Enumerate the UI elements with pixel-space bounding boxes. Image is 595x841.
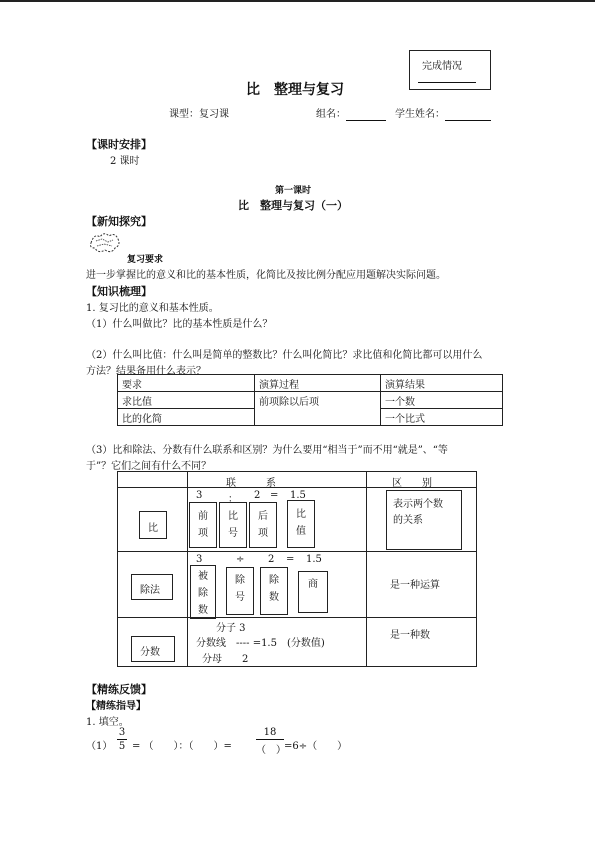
division-part-box [260,567,288,615]
fraction-diff: 是一种数 [390,630,430,641]
question-2-line-2: 方法？结果备用什么表示？ [86,366,206,377]
lesson-type: 课型：复习课 [169,109,229,120]
ratio-part-box [189,502,217,548]
question-1: （1）什么叫做比？比的基本性质是什么？ [86,319,273,330]
schedule-value: 2 课时 [110,156,140,167]
compare-hline [117,551,477,552]
fraction-18-blank [256,727,284,756]
division-name: 除法 [140,585,160,596]
fraction-3-5 [117,727,127,752]
ratio-expr-5: 1.5 [290,490,306,501]
ratio-name: 比 [148,523,158,534]
ratio-expr-4: = [270,490,279,501]
division-expr-5: 1.5 [306,554,322,565]
status-label: 完成情况 [422,61,462,72]
ratio-part-box [249,502,277,548]
fraction-line-2: 分数线 ---- =1.5 (分数值) [196,638,325,649]
division-part-box [298,571,328,613]
ratio-part-label: 前项 [198,511,208,539]
group-field [316,105,386,121]
division-part-label: 被除数 [198,571,208,616]
ratio-part-label: 后项 [258,511,268,539]
ratio-diff-box [386,490,462,550]
division-part-label: 除号 [235,575,245,603]
ratio-expr-2: ： [228,494,238,505]
table-header-cell: 演算结果 [381,375,503,392]
practice-guide: 【精练指导】 [86,701,146,712]
ratio-part-label: 比号 [228,511,238,539]
student-label: 学生姓名： [395,109,445,120]
table-cell: 比的化简 [118,409,255,426]
group-label: 组名： [316,109,346,120]
group-blank [346,109,386,121]
table-cell: 前项除以后项 [255,392,381,426]
table-header-cell: 演算过程 [255,375,381,392]
division-part-box [226,567,254,615]
ratio-expr-1: 3 [196,490,203,501]
fraction-denominator: 5 [118,741,126,752]
knowledge-item-1: 1. 复习比的意义和基本性质。 [86,303,219,314]
ratio-method-table [117,374,503,426]
fraction-numerator: 3 [118,727,126,738]
fraction-denominator: （ ） [256,745,286,756]
division-expr-4: = [286,554,295,565]
fraction-name-box [131,636,175,662]
fraction-line-1: 分子 3 [216,623,246,634]
practice-heading: 【精练反馈】 [86,683,152,696]
compare-hline [117,617,477,618]
table-header-cell: 要求 [118,375,255,392]
status-box [409,50,491,90]
practice-q1-part-2: =6÷（ ） [284,741,348,752]
lesson-number: 第一课时 [275,186,312,196]
fraction-bar [256,739,284,740]
fraction-name: 分数 [140,647,160,658]
top-rule [0,0,595,2]
question-3-line-2: 于”？它们之间有什么不同？ [86,461,212,472]
explore-heading: 【新知探究】 [86,215,152,228]
practice-item-1: 1. 填空。 [86,717,129,728]
knowledge-heading: 【知识梳理】 [86,285,152,298]
division-part-box [190,565,216,619]
lesson-subtitle: 比 整理与复习（一） [238,199,348,212]
division-diff: 是一种运算 [390,580,440,591]
question-3-line-1: （3）比和除法、分数有什么联系和区别？为什么要用“相当于”而不用“就是”、“等 [86,445,448,456]
fraction-bar [117,739,127,740]
ratio-name-box [139,511,167,539]
compare-header-diff: 区 别 [392,478,432,489]
division-part-label: 商 [308,579,318,590]
review-requirement-text: 进一步掌握比的意义和比的基本性质，化简比及按比例分配应用题解决实际问题。 [86,270,446,281]
ratio-part-box [219,502,247,548]
scribble-icon [88,229,122,255]
page-title: 比 整理与复习 [246,82,344,98]
student-field [395,105,491,121]
ratio-diff: 表示两个数的关系 [393,499,443,526]
division-expr-3: 2 [268,554,275,565]
fraction-line-3: 分母 2 [202,654,249,665]
fraction-numerator: 18 [263,727,277,738]
schedule-heading: 【课时安排】 [86,138,152,151]
division-expr-1: 3 [196,554,203,565]
question-2-line-1: （2）什么叫比值：什么叫是简单的整数比？什么叫化简比？求比值和化简比都可以用什么 [86,350,483,361]
status-blank [418,82,476,83]
compare-vline [187,471,188,666]
ratio-part-label: 比值 [296,509,306,537]
compare-header-link: 联 系 [226,478,276,489]
student-blank [445,109,491,121]
division-part-label: 除数 [269,575,279,603]
compare-vline [366,471,367,666]
division-expr-2: ÷ [236,554,245,565]
table-cell: 一个数 [381,392,503,409]
ratio-part-box [287,500,315,548]
practice-q1-part-1: = （ ）：（ ）= [132,741,232,752]
table-row [118,392,503,409]
ratio-expr-3: 2 [254,490,261,501]
table-header-row [118,375,503,392]
practice-q1-label: （1） [86,741,113,752]
review-requirement-title: 复习要求 [127,255,164,265]
table-cell: 求比值 [118,392,255,409]
division-name-box [131,574,173,600]
table-cell: 一个比式 [381,409,503,426]
